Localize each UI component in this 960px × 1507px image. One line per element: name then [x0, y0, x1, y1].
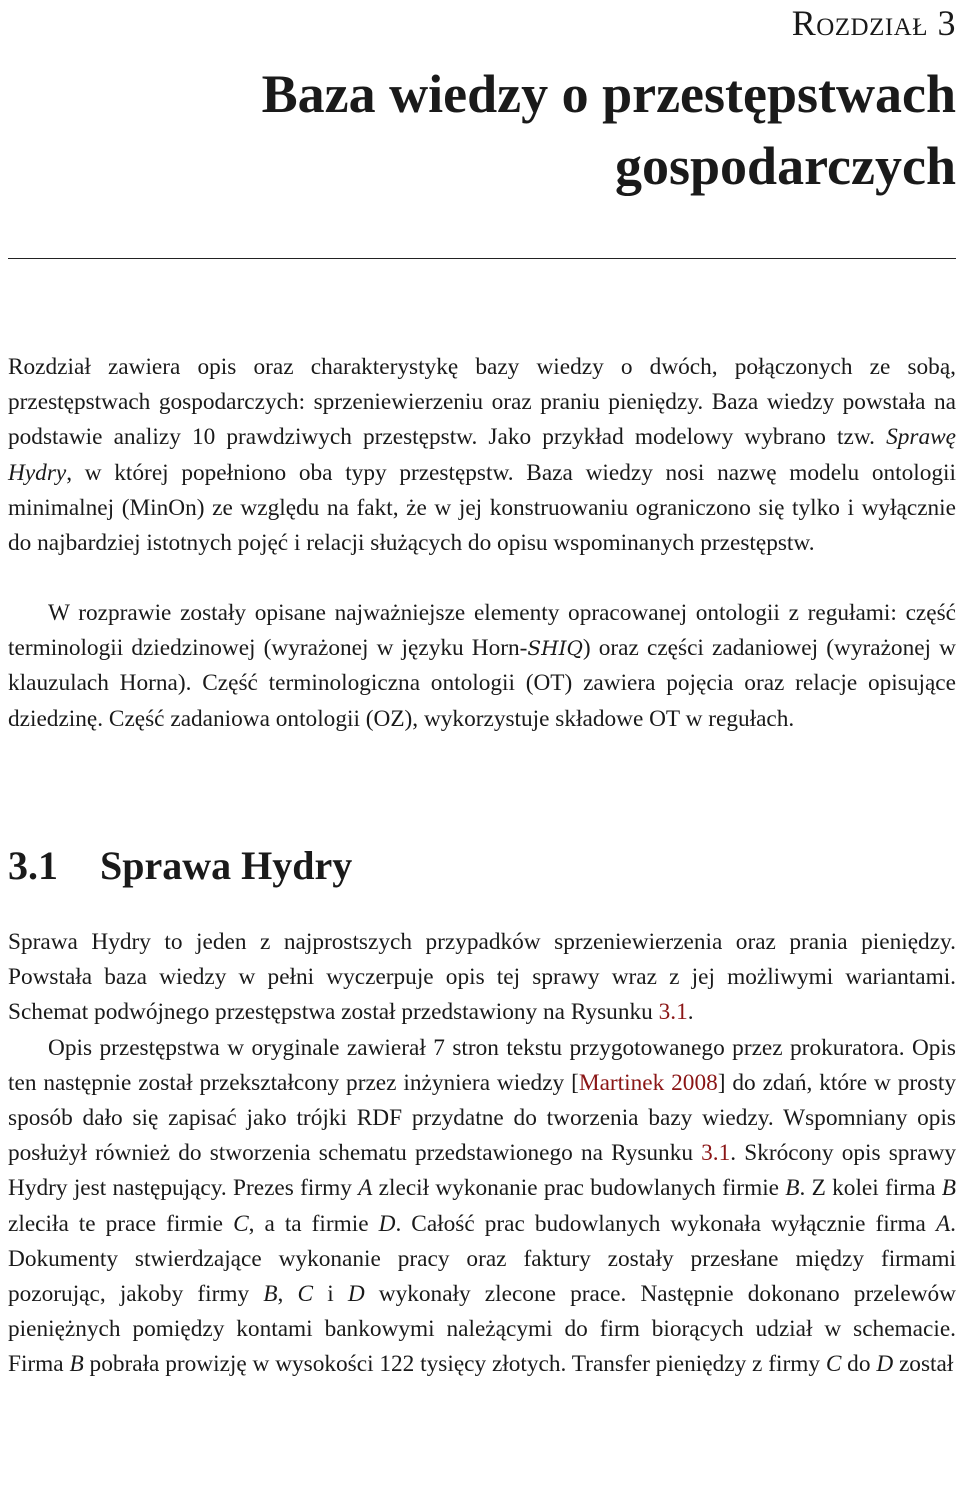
- citation-link[interactable]: Martinek 2008: [578, 1069, 718, 1096]
- firm-letter: C: [825, 1351, 842, 1378]
- firm-letter: C: [297, 1281, 314, 1308]
- text-run: ] do zdań, które w prosty sposób dało się zapisać jako trójki RDF przydatne do tworzenia bazy wiedzy. Wspomniany opis posłużył również do stworzenia schematu przedstawionego na Rysunku: [8, 1069, 956, 1167]
- text-run: . Dokumenty stwierdzające wykonanie pracy oraz faktury zostały przesłane między firmami pozorując, jakoby firmy: [8, 1210, 956, 1308]
- firm-letter: B: [69, 1351, 84, 1378]
- text-run: wykonały zlecone prace. Następnie dokonano przelewów pieniężnych pomiędzy kontami bankowymi należącymi do firm biorących udział w schemacie. Firma: [8, 1281, 957, 1378]
- figure-ref-link[interactable]: 3.1: [701, 1140, 731, 1167]
- section-heading: [8, 842, 352, 889]
- firm-letter: B: [263, 1281, 278, 1308]
- firm-letter: B: [941, 1175, 956, 1202]
- text-run: , w której popełniono oba typy przestępstw. Baza wiedzy nosi nazwę modelu ontologii minimalnej (MinOn) ze względu na fakt, że w jej konstruowaniu ograniczono się tylko i wyłącznie do najbardziej istotnych pojęć i relacji służących do opisu wspominanych przestępstw.: [8, 459, 956, 557]
- text-run: .: [687, 999, 694, 1026]
- text-run: . Z kolei firma: [799, 1175, 942, 1202]
- text-run: zlecił wykonanie prac budowlanych firmie: [372, 1175, 786, 1202]
- intro-paragraph-1: [8, 350, 956, 561]
- logic-name: SHIQ: [527, 636, 583, 661]
- firm-letter: A: [935, 1210, 951, 1237]
- chapter-divider: [8, 258, 956, 259]
- text-run: , a ta firmie: [248, 1210, 379, 1237]
- section-number: 3.1: [8, 843, 58, 888]
- firm-letter: A: [358, 1175, 373, 1202]
- section-paragraph-1: [8, 925, 956, 1031]
- text-run: ,: [277, 1281, 298, 1308]
- chapter-title: [262, 58, 956, 202]
- chapter-label-text: Rozdział 3: [791, 3, 956, 43]
- section-paragraph-2: [8, 1031, 956, 1383]
- section-title: Sprawa Hydry: [100, 843, 353, 888]
- intro-paragraph-2: [8, 596, 956, 737]
- firm-letter: D: [876, 1351, 894, 1378]
- firm-letter: D: [347, 1281, 365, 1308]
- text-run: . Całość prac budowlanych wykonała wyłącznie firma: [395, 1210, 936, 1237]
- text-run: ) oraz części zadaniowej (wyrażonej w klauzulach Horna). Część terminologiczna ontologii (OT) zawiera pojęcia oraz relacje opisujące dziedzinę. Część zadaniowa ontologii (OZ), wykorzystuje składowe OT w regułach.: [8, 635, 956, 732]
- section-body: [8, 925, 956, 1383]
- text-run: został: [893, 1351, 954, 1378]
- text-run: i: [313, 1281, 348, 1308]
- figure-ref-link[interactable]: 3.1: [658, 999, 688, 1026]
- text-run: W rozprawie zostały opisane najważniejsze elementy opracowanej ontologii z regułami: część terminologii dziedzinowej (wyrażonej w języku Horn-: [8, 600, 956, 662]
- text-run: pobrała prowizję w wysokości 122 tysięcy złotych. Transfer pieniędzy z firmy: [83, 1351, 826, 1378]
- chapter-label: [792, 2, 956, 44]
- firm-letter: D: [378, 1210, 396, 1237]
- text-run: do: [841, 1351, 877, 1378]
- text-run: Rozdział zawiera opis oraz charakterystykę bazy wiedzy o dwóch, połączonych ze sobą, przestępstwach gospodarczych: sprzeniewierzeniu oraz praniu pieniędzy. Baza wiedzy powstała na podstawie analizy 10 prawdziwych przestępstw. Jako przykład modelowy wybrano tzw.: [8, 354, 956, 451]
- firm-letter: C: [233, 1210, 249, 1237]
- case-name-italic: Sprawę Hydry: [8, 424, 956, 486]
- firm-letter: B: [785, 1175, 800, 1202]
- text-run: . Skrócony opis sprawy Hydry jest następujący. Prezes firmy: [8, 1140, 956, 1202]
- text-run: Opis przestępstwa w oryginale zawierał 7 stron tekstu przygotowanego przez prokuratora. Opis ten następnie został przekształcony przez inżyniera wiedzy [: [8, 1034, 956, 1096]
- chapter-title-line-1: Baza wiedzy o przestępstwach: [261, 64, 956, 124]
- chapter-title-line-2: gospodarczych: [614, 136, 956, 196]
- text-run: Sprawa Hydry to jeden z najprostszych przypadków sprzeniewierzenia oraz prania pieniędzy. Powstała baza wiedzy w pełni wyczerpuje opis tej sprawy wraz z jej możliwymi wariantami. Schemat podwójnego przestępstwa został przedstawiony na Rysunku: [8, 929, 956, 1026]
- text-run: zleciła te prace firmie: [8, 1210, 234, 1237]
